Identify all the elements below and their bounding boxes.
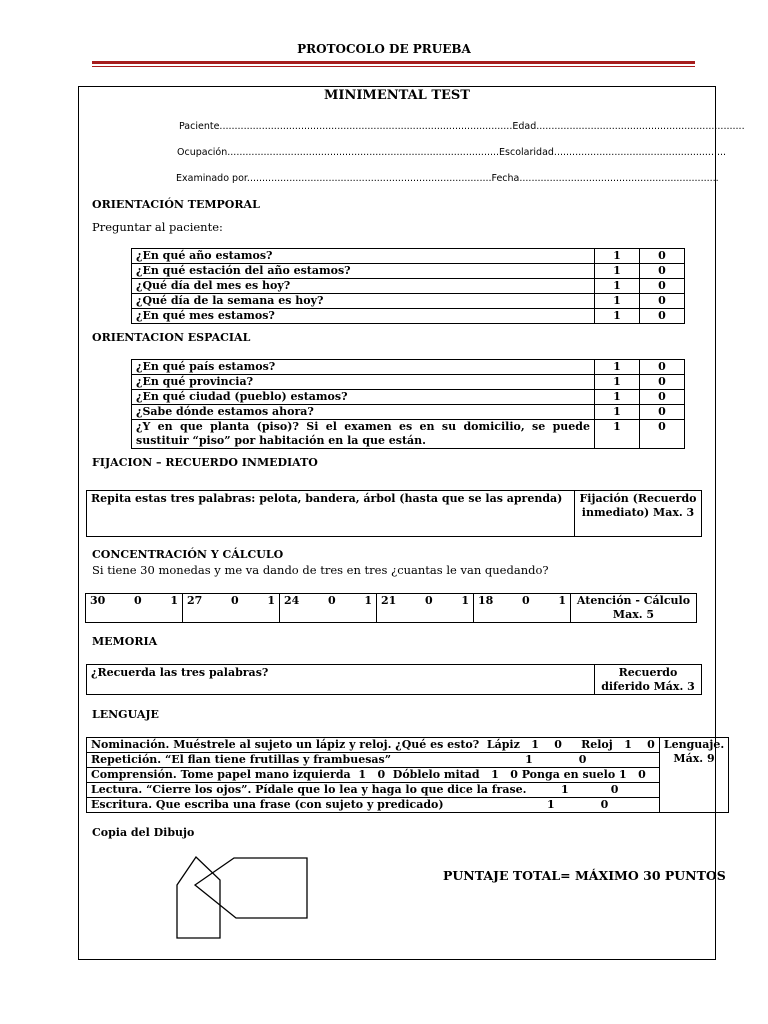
calculo-score: Atención - Cálculo Max. 5 [571, 594, 697, 623]
score-1[interactable]: 1 [595, 390, 640, 405]
section-lenguaje: LENGUAJE [92, 708, 159, 721]
section-fijacion: FIJACION – RECUERDO INMEDIATO [92, 456, 318, 469]
table-row [132, 375, 685, 390]
calculo-table [85, 593, 697, 623]
lenguaje-score: Lenguaje. Máx. 9 [659, 738, 728, 813]
score-0[interactable]: 0 [640, 405, 685, 420]
question: ¿Sabe dónde estamos ahora? [132, 405, 595, 420]
lenguaje-item: Repetición. “El flan tiene frutillas y frambuesas” 1 0 [87, 753, 660, 768]
question: ¿En qué provincia? [132, 375, 595, 390]
document-header: PROTOCOLO DE PRUEBA [297, 42, 471, 56]
table-row [132, 249, 685, 264]
question: ¿Qué día de la semana es hoy? [132, 294, 595, 309]
fijacion-instruction: Repita estas tres palabras: pelota, bandera, árbol (hasta que se las aprenda) [87, 491, 575, 537]
question: ¿En qué estación del año estamos? [132, 264, 595, 279]
table-row [132, 390, 685, 405]
table-row [132, 405, 685, 420]
pentagons-drawing [170, 850, 315, 945]
table-row [132, 264, 685, 279]
count-cell[interactable]: 18 0 1 [474, 594, 571, 623]
score-0[interactable]: 0 [640, 309, 685, 324]
calculo-instruction: Si tiene 30 monedas y me va dando de tres en tres ¿cuantas le van quedando? [92, 563, 549, 577]
lenguaje-item: Nominación. Muéstrele al sujeto un lápiz y reloj. ¿Qué es esto? Lápiz 1 0 Reloj 1 0 [87, 738, 660, 753]
memoria-question: ¿Recuerda las tres palabras? [87, 665, 595, 695]
lenguaje-item: Comprensión. Tome papel mano izquierda 1 0 Dóblelo mitad 1 0 Ponga en suelo 1 0 [87, 768, 660, 783]
score-1[interactable]: 1 [595, 420, 640, 449]
score-0[interactable]: 0 [640, 390, 685, 405]
score-0[interactable]: 0 [640, 294, 685, 309]
instruction-text: Preguntar al paciente: [92, 220, 223, 234]
score-0[interactable]: 0 [640, 249, 685, 264]
score-0[interactable]: 0 [640, 264, 685, 279]
section-orientacion-temporal: ORIENTACIÓN TEMPORAL [92, 198, 260, 211]
section-orientacion-espacial: ORIENTACION ESPACIAL [92, 331, 251, 344]
table-row [87, 768, 729, 783]
score-0[interactable]: 0 [640, 279, 685, 294]
temporal-table [131, 248, 685, 324]
section-calculo: CONCENTRACIÓN Y CÁLCULO [92, 548, 284, 561]
table-row [87, 798, 729, 813]
score-0[interactable]: 0 [640, 360, 685, 375]
question: ¿En qué país estamos? [132, 360, 595, 375]
score-1[interactable]: 1 [595, 360, 640, 375]
header-rule-thin [92, 66, 695, 67]
question: ¿En qué año estamos? [132, 249, 595, 264]
table-row [87, 783, 729, 798]
score-1[interactable]: 1 [595, 375, 640, 390]
question: ¿Y en que planta (piso)? Si el examen es en su domicilio, se puede sustituir “piso” por habitación en la que están. [132, 420, 595, 449]
score-1[interactable]: 1 [595, 309, 640, 324]
question: ¿Qué día del mes es hoy? [132, 279, 595, 294]
form-title: MINIMENTAL TEST [324, 88, 470, 103]
field-paciente-edad[interactable]: Paciente.................................................................................................Edad..................................................................... [179, 121, 745, 132]
lenguaje-item: Lectura. “Cierre los ojos”. Pídale que lo lea y haga lo que dice la frase. 1 0 [87, 783, 660, 798]
field-examinado-fecha[interactable]: Examinado por.................................................................................Fecha.................................................................. [176, 173, 719, 184]
memoria-table [86, 664, 702, 695]
table-row [132, 279, 685, 294]
table-row [87, 753, 729, 768]
header-rule-thick [92, 61, 695, 64]
fijacion-table [86, 490, 702, 537]
section-memoria: MEMORIA [92, 635, 158, 648]
table-row [132, 309, 685, 324]
section-dibujo: Copia del Dibujo [92, 826, 195, 839]
table-row [132, 294, 685, 309]
total-score: PUNTAJE TOTAL= MÁXIMO 30 PUNTOS [443, 868, 726, 883]
table-row [87, 738, 729, 753]
score-1[interactable]: 1 [595, 279, 640, 294]
score-1[interactable]: 1 [595, 249, 640, 264]
question: ¿En qué ciudad (pueblo) estamos? [132, 390, 595, 405]
count-cell[interactable]: 27 0 1 [183, 594, 280, 623]
table-row [132, 420, 685, 449]
espacial-table [131, 359, 685, 449]
count-cell[interactable]: 21 0 1 [377, 594, 474, 623]
score-0[interactable]: 0 [640, 375, 685, 390]
field-ocupacion-escolaridad[interactable]: Ocupación..........................................................................................Escolaridad......................................................... [177, 147, 727, 158]
table-row [132, 360, 685, 375]
score-1[interactable]: 1 [595, 405, 640, 420]
count-cell[interactable]: 30 0 1 [86, 594, 183, 623]
lenguaje-table [86, 737, 729, 813]
fijacion-score: Fijación (Recuerdo inmediato) Max. 3 [575, 491, 702, 537]
lenguaje-item: Escritura. Que escriba una frase (con sujeto y predicado) 1 0 [87, 798, 660, 813]
score-1[interactable]: 1 [595, 294, 640, 309]
memoria-score: Recuerdo diferido Máx. 3 [595, 665, 702, 695]
question: ¿En qué mes estamos? [132, 309, 595, 324]
score-1[interactable]: 1 [595, 264, 640, 279]
score-0[interactable]: 0 [640, 420, 685, 449]
count-cell[interactable]: 24 0 1 [280, 594, 377, 623]
